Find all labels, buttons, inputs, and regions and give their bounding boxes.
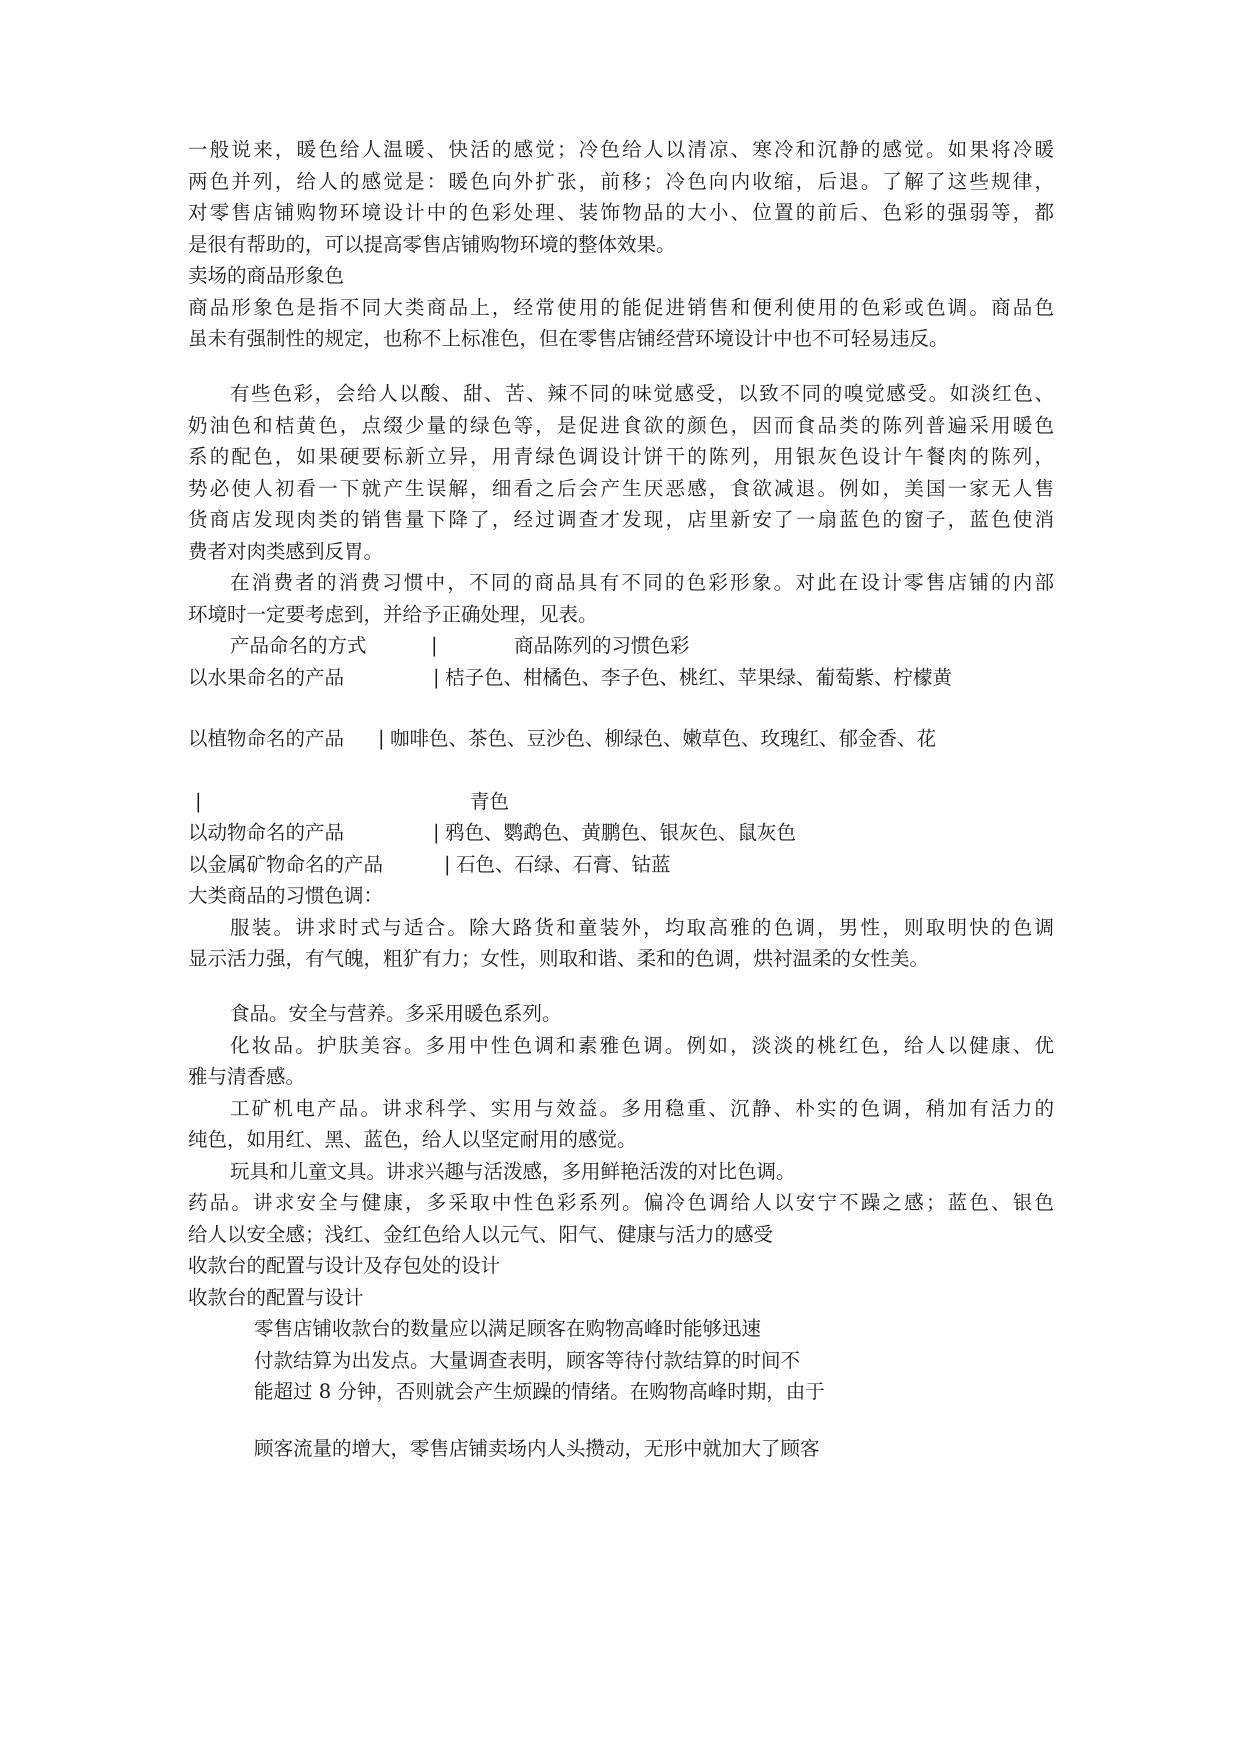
paragraph-line: 在消费者的消费习惯中，不同的商品具有不同的色彩形象。对此在设计零售店铺的内部: [230, 571, 1054, 594]
table-row-name: 以动物命名的产品: [188, 821, 345, 844]
table-row-colors: 咖啡色、茶色、豆沙色、柳绿色、嫩草色、玫瑰红、郁金香、花: [390, 727, 937, 750]
paragraph-line: 势必使人初看一下就产生误解，细看之后会产生厌恶感，食欲减退。例如，美国一家无人售: [188, 477, 1054, 500]
paragraph-line: 付款结算为出发点。大量调查表明，顾客等待付款结算的时间不: [254, 1349, 801, 1372]
paragraph-line: 虽未有强制性的规定，也称不上标准色，但在零售店铺经营环境设计中也不可轻易违反。: [188, 327, 949, 350]
paragraph-line: 有些色彩，会给人以酸、甜、苦、辣不同的味觉感受，以致不同的嗅觉感受。如淡红色、: [230, 382, 1054, 405]
paragraph-line: 给人以安全感；浅红、金红色给人以元气、阳气、健康与活力的感受: [188, 1223, 774, 1246]
table-row-colors: 鸦色、鹦鹉色、黄鹏色、银灰色、鼠灰色: [445, 821, 797, 844]
table-header-right: 商品陈列的习惯色彩: [514, 634, 690, 657]
table-header-left: 产品命名的方式: [230, 634, 367, 657]
paragraph-line: 食品。安全与营养。多采用暖色系列。: [230, 1002, 562, 1025]
paragraph-line: 奶油色和桔黄色，点缀少量的绿色等，是促进食欲的颜色，因而食品类的陈列普遍采用暖色: [188, 414, 1054, 437]
paragraph-line: 雅与清香感。: [188, 1065, 306, 1088]
paragraph-line: 一般说来，暖色给人温暖、快活的感觉；冷色给人以清凉、寒冷和沉静的感觉。如果将冷暖: [188, 138, 1054, 161]
paragraph-line: 化妆品。护肤美容。多用中性色调和素雅色调。例如，淡淡的桃红色，给人以健康、优: [230, 1034, 1054, 1057]
table-separator: |: [195, 790, 202, 813]
paragraph-line: 工矿机电产品。讲求科学、实用与效益。多用稳重、沉静、朴实的色调，稍加有活力的: [230, 1097, 1054, 1120]
table-row-colors: 青色: [470, 790, 510, 813]
table-row-name: 以金属矿物命名的产品: [188, 853, 384, 876]
paragraph-line: 费者对肉类感到反胃。: [188, 540, 384, 563]
table-separator: |: [431, 634, 438, 657]
paragraph-line: 能超过 8 分钟，否则就会产生烦躁的情绪。在购物高峰时期，由于: [254, 1380, 825, 1403]
table-separator: |: [433, 821, 440, 844]
paragraph-line: 两色并列，给人的感觉是：暖色向外扩张，前移；冷色向内收缩，后退。了解了这些规律，: [188, 170, 1054, 193]
table-row-colors: 桔子色、柑橘色、李子色、桃红、苹果绿、葡萄紫、柠檬黄: [445, 666, 953, 689]
table-separator: |: [444, 853, 451, 876]
paragraph-line: 系的配色，如果硬要标新立异，用青绿色调设计饼干的陈列，用银灰色设计午餐肉的陈列，: [188, 445, 1054, 468]
table-row-name: 以水果命名的产品: [188, 666, 345, 689]
paragraph-line: 环境时一定要考虑到，并给予正确处理，见表。: [188, 603, 598, 626]
table-separator: |: [433, 666, 440, 689]
table-separator: |: [378, 727, 385, 750]
paragraph-line: 是很有帮助的，可以提高零售店铺购物环境的整体效果。: [188, 233, 676, 256]
paragraph-line: 商品形象色是指不同大类商品上，经常使用的能促进销售和便利使用的色彩或色调。商品色: [188, 296, 1054, 319]
paragraph-line: 货商店发现肉类的销售量下降了，经过调查才发现，店里新安了一扇蓝色的窗子，蓝色使消: [188, 508, 1054, 531]
table-row-colors: 石色、石绿、石膏、钴蓝: [456, 853, 671, 876]
section-heading: 卖场的商品形象色: [188, 264, 345, 287]
section-heading: 大类商品的习惯色调：: [188, 884, 384, 907]
paragraph-line: 显示活力强，有气魄，粗犷有力；女性，则取和谐、柔和的色调，烘衬温柔的女性美。: [188, 947, 930, 970]
paragraph-line: 零售店铺收款台的数量应以满足顾客在购物高峰时能够迅速: [254, 1317, 762, 1340]
paragraph-line: 玩具和儿童文具。讲求兴趣与活泼感，多用鲜艳活泼的对比色调。: [230, 1160, 796, 1183]
table-row-name: 以植物命名的产品: [188, 727, 345, 750]
paragraph-line: 药品。讲求安全与健康，多采取中性色彩系列。偏冷色调给人以安宁不躁之感；蓝色、银色: [188, 1191, 1054, 1214]
paragraph-line: 顾客流量的增大，零售店铺卖场内人头攒动，无形中就加大了顾客: [254, 1437, 820, 1460]
paragraph-line: 纯色，如用红、黑、蓝色，给人以坚定耐用的感觉。: [188, 1128, 637, 1151]
paragraph-line: 对零售店铺购物环境设计中的色彩处理、装饰物品的大小、位置的前后、色彩的强弱等，都: [188, 201, 1054, 224]
section-heading: 收款台的配置与设计及存包处的设计: [188, 1254, 501, 1277]
section-heading: 收款台的配置与设计: [188, 1286, 364, 1309]
paragraph-line: 服装。讲求时式与适合。除大路货和童装外，均取高雅的色调，男性，则取明快的色调: [230, 916, 1054, 939]
